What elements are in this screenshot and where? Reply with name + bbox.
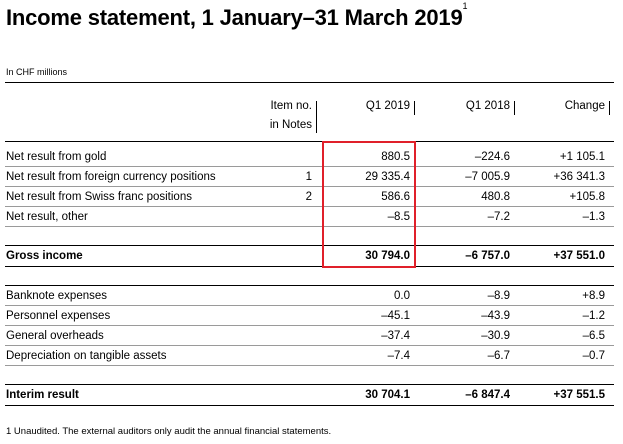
column-divider (514, 101, 515, 115)
column-header-q1-2018: Q1 2018 (465, 100, 510, 112)
cell-change: –1.2 (582, 310, 605, 322)
cell-q1-2018: –7 005.9 (465, 171, 510, 183)
cell-q1-2018: –224.6 (474, 151, 510, 163)
total-top-rule (5, 384, 614, 385)
section-top-rule (5, 285, 614, 286)
cell-change: +36 341.3 (553, 171, 605, 183)
row-label: Net result from foreign currency positions (6, 171, 216, 183)
row-note (282, 307, 312, 326)
cell-q1-2019: 30 704.1 (365, 389, 410, 401)
header-bottom-rule (5, 141, 614, 142)
page-title (6, 1, 468, 31)
unit-label: In CHF millions (6, 67, 68, 77)
title-footnote-marker: 1 (462, 1, 468, 11)
column-divider (609, 101, 610, 115)
cell-q1-2018: –43.9 (481, 310, 510, 322)
cell-q1-2018: –8.9 (487, 290, 510, 302)
row-divider (5, 305, 614, 306)
column-header-note-line2: in Notes (269, 119, 312, 131)
cell-q1-2019: –8.5 (387, 211, 410, 223)
total-top-rule (5, 245, 614, 246)
cell-change: +1 105.1 (559, 151, 605, 163)
row-note (282, 386, 312, 405)
row-label: Personnel expenses (6, 310, 111, 322)
row-note (282, 208, 312, 227)
cell-q1-2019: –37.4 (381, 330, 410, 342)
footnote: 1 Unaudited. The external auditors only audit the annual financial statements. (6, 426, 332, 437)
cell-q1-2019: –7.4 (387, 350, 410, 362)
row-note (282, 247, 312, 266)
cell-change: +8.9 (582, 290, 605, 302)
cell-change: –6.5 (582, 330, 605, 342)
row-label: Depreciation on tangible assets (6, 350, 167, 362)
total-bottom-rule (5, 266, 614, 267)
row-label: Gross income (6, 250, 83, 262)
row-divider (5, 186, 614, 187)
row-divider (5, 365, 614, 366)
cell-change: –0.7 (582, 350, 605, 362)
cell-q1-2019: 586.6 (381, 191, 410, 203)
cell-q1-2019: –45.1 (381, 310, 410, 322)
column-header-note (250, 97, 312, 135)
row-divider (5, 325, 614, 326)
highlight-box (322, 141, 416, 268)
cell-change: +37 551.5 (553, 389, 605, 401)
row-note (282, 327, 312, 346)
cell-q1-2019: 880.5 (381, 151, 410, 163)
cell-change: +37 551.0 (553, 250, 605, 262)
row-divider (5, 345, 614, 346)
row-note (282, 148, 312, 167)
column-divider (316, 101, 317, 133)
cell-q1-2018: –6 757.0 (465, 250, 510, 262)
column-header-note-line1: Item no. (270, 100, 312, 112)
row-label: Net result, other (6, 211, 88, 223)
cell-q1-2018: –30.9 (481, 330, 510, 342)
cell-q1-2018: –7.2 (487, 211, 510, 223)
row-note (282, 287, 312, 306)
column-header-q1-2019: Q1 2019 (365, 100, 410, 112)
row-note: 2 (305, 191, 312, 203)
header-top-rule (5, 82, 614, 83)
row-divider (5, 226, 614, 227)
title-text: Income statement, 1 January–31 March 2019 (6, 5, 463, 30)
row-divider (5, 206, 614, 207)
row-note: 1 (305, 171, 312, 183)
row-label: Banknote expenses (6, 290, 108, 302)
cell-q1-2018: –6 847.4 (465, 389, 510, 401)
cell-q1-2019: 30 794.0 (365, 250, 410, 262)
total-bottom-rule (5, 405, 614, 406)
column-divider (414, 101, 415, 115)
cell-q1-2019: 0.0 (394, 290, 410, 302)
row-label: Net result from gold (6, 151, 107, 163)
row-divider (5, 166, 614, 167)
row-label: General overheads (6, 330, 104, 342)
cell-q1-2018: –6.7 (487, 350, 510, 362)
row-note (282, 347, 312, 366)
row-label: Interim result (6, 389, 79, 401)
cell-q1-2019: 29 335.4 (365, 171, 410, 183)
column-header-change: Change (564, 100, 605, 112)
row-label: Net result from Swiss franc positions (6, 191, 192, 203)
cell-change: +105.8 (569, 191, 605, 203)
cell-change: –1.3 (582, 211, 605, 223)
cell-q1-2018: 480.8 (481, 191, 510, 203)
